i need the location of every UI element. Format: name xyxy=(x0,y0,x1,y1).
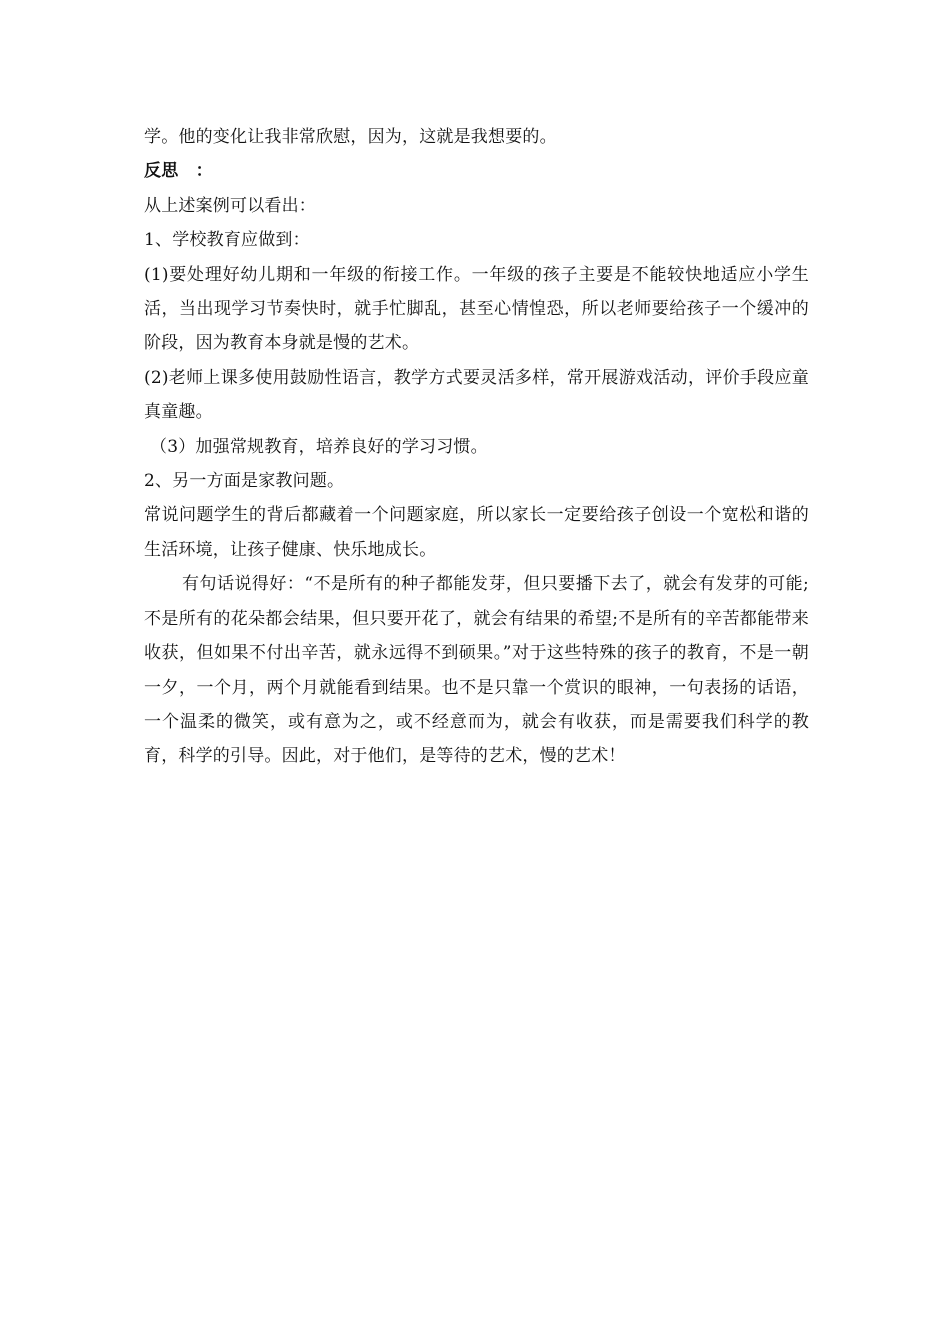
paragraph-conclusion: 有句话说得好：“不是所有的种子都能发芽，但只要播下去了，就会有发芽的可能;不是所有的花朵都会结果，但只要开花了，就会有结果的希望;不是所有的辛苦都能带来收获，但如果不付出辛苦，就永远得不到硕果。”对于这些特殊的孩子的教育，不是一朝一夕，一个月，两个月就能看到结果。也不是只靠一个赏识的眼神，一句表扬的话语，一个温柔的微笑，或有意为之，或不经意而为，就会有收获，而是需要我们科学的教育，科学的引导。因此，对于他们，是等待的艺术，慢的艺术！ xyxy=(144,574,809,767)
list-item-1: (1)要处理好幼儿期和一年级的衔接工作。一年级的孩子主要是不能较快地适应小学生活，当出现学习节奏快时，就手忙脚乱，甚至心情惶恐，所以老师要给孩子一个缓冲的阶段，因为教育本身就是慢的艺术。 xyxy=(144,264,809,354)
paragraph-continuation: 学。他的变化让我非常欣慰，因为，这就是我想要的。 xyxy=(144,127,557,147)
paragraph-intro: 从上述案例可以看出： xyxy=(144,195,316,216)
list-heading-family: 2、另一方面是家教问题。 xyxy=(144,471,345,492)
paragraph-family: 常说问题学生的背后都藏着一个问题家庭，所以家长一定要给孩子创设一个宽松和谐的生活环境，让孩子健康、快乐地成长。 xyxy=(144,505,809,560)
section-heading-reflection: 反思 ： xyxy=(144,161,213,182)
list-item-2: (2)老师上课多使用鼓励性语言，教学方式要灵活多样，常开展游戏活动，评价手段应童真童趣。 xyxy=(144,367,809,423)
list-item-3: （3）加强常规教育，培养良好的学习习惯。 xyxy=(150,436,488,457)
document-body xyxy=(144,120,809,774)
list-heading-school: 1、学校教育应做到： xyxy=(144,230,310,251)
